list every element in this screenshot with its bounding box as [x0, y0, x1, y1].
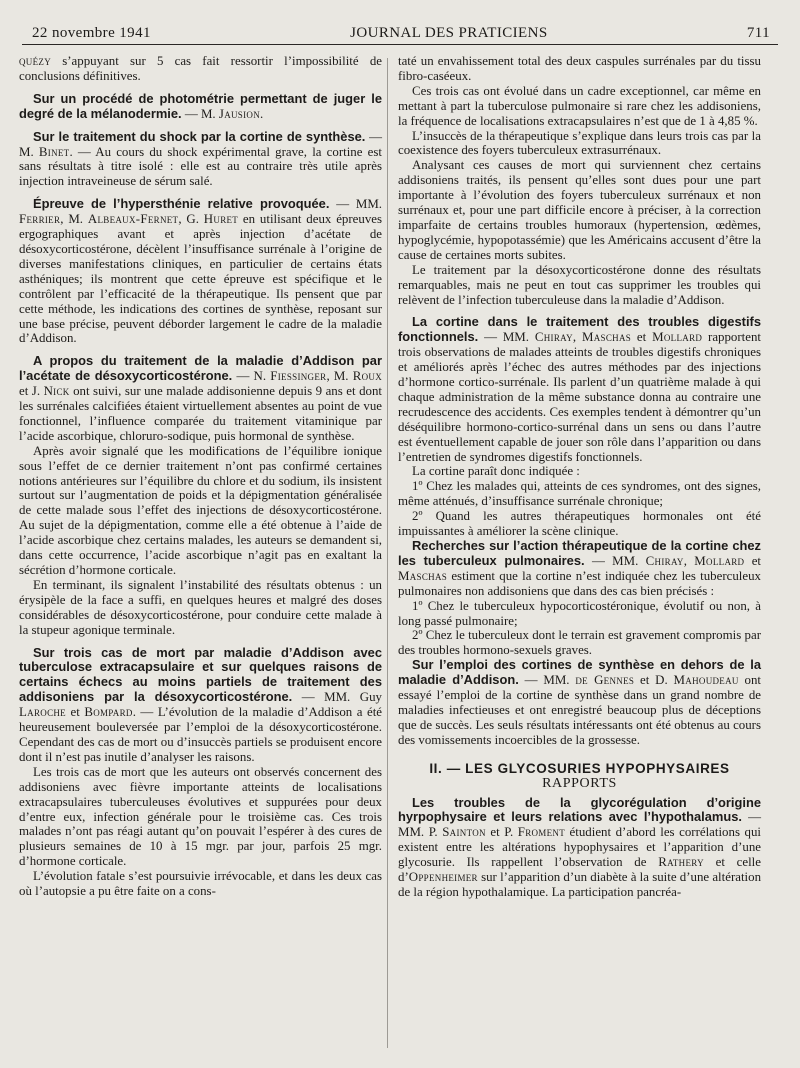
- author-name: Jausion.: [218, 106, 264, 121]
- abstract-entry: Recherches sur l’action thérapeutique de la cortine chez les tuberculeux pulmonaires. — MM. Chiray, Mollard et Maschas estiment que la cortine n’est indiquée chez les tuberculeux pulmonaires non addisoniens que dans des cas bien précisés :: [398, 538, 761, 598]
- abstract-title: La cortine dans le traitement des troubles digestifs fonctionnels.: [398, 314, 761, 345]
- abstract-entry: La cortine dans le traitement des troubles digestifs fonctionnels. — MM. Chiray, Maschas et Mollard rapportent trois observations de malades atteints de troubles digestifs chroniques et améliorés après l’échec des autres méthodes par des injections d’hormone cortico-surrénale. Ils parlent d’un quatrième malade à qui chaque administration de la même substance donna au contraire une recrudescence des accidents. Ces exemples tendent à démontrer qu’un déséquilibre hormono-cortico-surrénal dans un sens ou dans l’autre est éventuellement capable de jouer son rôle dans l’apparition ou dans l’entretien de syndromes digestifs fonctionnels.: [398, 314, 762, 464]
- abstract-title: Sur le traitement du shock par la cortine de synthèse.: [33, 128, 366, 144]
- abstract-entry: Épreuve de l’hypersthénie relative provoquée. — MM. Ferrier, M. Albeaux-Fernet, G. Huret en utilisant deux épreuves ergographiques avant et après injection d’acétate de désoxycorticostérone, décèlent l’insuffisance surrénale à l’origine de diverses manifestations cliniques, en particulier de certains états asthéniques; ils montrent que cette épreuve est spécifique et le contrôlent par l’efficacité de la thérapeutique. Ils pensent que par cette méthode, les indications des cortines de synthèse, reposant sur une base précise, peuvent déborder largement le cadre de la maladie d’Addison.: [19, 196, 383, 346]
- abstract-entry: Sur trois cas de mort par maladie d’Addison avec tuberculose extracapsulaire et sur quelques raisons de certains échecs au moins partiels de traitement des addisoniens par la désoxycorticostérone. — MM. Guy Laroche et Bompard. — L’évolution de la maladie d’Addison a été heureusement bouleversée par l’emploi de la désoxycorticostérone. Cependant des cas de mort ou d’insuccès partiels se produisent encore dont il n’est pas inutile d’analyser les raisons.: [19, 644, 383, 764]
- section-subheading: RAPPORTS: [542, 775, 617, 791]
- right-column: [398, 54, 761, 900]
- list-item: 1º Chez les malades qui, atteints de ces syndromes, ont des signes, même atténués, d’insuffisance surrénale chronique;: [398, 479, 761, 509]
- author-name: Sainton: [442, 825, 486, 840]
- left-column: [19, 54, 382, 899]
- author-name: Mahoudeau: [673, 673, 739, 688]
- paragraph: Ces trois cas ont évolué dans un cadre exceptionnel, car même en mettant à part la tuberculose pulmonaire si rare chez les addisoniens, la fréquence de localisations extracapsulaires n’est que de 1 à 4,85 %.: [398, 83, 761, 128]
- author-name: Mollard: [652, 330, 703, 345]
- section-heading: II. — LES GLYCOSURIES HYPOPHYSAIRES: [429, 760, 730, 776]
- author-name: Binet: [38, 144, 70, 159]
- author-name: quézy: [19, 54, 51, 68]
- author-name: de Gennes: [575, 673, 635, 688]
- abstract-title: Recherches sur l’action thérapeutique de la cortine chez les tuberculeux pulmonaires.: [398, 538, 761, 568]
- list-item: 1º Chez le tuberculeux hypocorticostéronique, évolutif ou non, à long passé pulmonaire;: [398, 598, 761, 628]
- running-header: [32, 14, 770, 42]
- header-date: 22 novembre 1941: [32, 25, 151, 41]
- author-name: Rathery: [658, 855, 704, 870]
- paragraph: Analysant ces causes de mort qui surviennent chez certains addisoniens traités, ils pensent qu’elles sont dues pour une part importante à l’évolution des foyers tuberculeux surrénaux et non surrénaux et, pour une part difficile encore à préciser, à la correction imparfaite de certains troubles humoraux (hypertension, œdèmes, hypoglycémie, hypopotassémie) que les Américains accusent d’être la cause de certaines morts subites.: [398, 158, 761, 262]
- author-name: Froment: [517, 825, 565, 840]
- abstract-entry: Sur un procédé de photométrie permettant de juger le degré de la mélanodermie. — M. Jausion.: [19, 90, 382, 121]
- author-name: Fiessinger: [270, 369, 327, 384]
- author-name: Oppenheimer: [408, 870, 478, 885]
- author-name: Maschas: [398, 568, 448, 583]
- column-divider: [387, 58, 388, 1048]
- author-name: Nick: [43, 384, 70, 399]
- abstract-entry: Sur l’emploi des cortines de synthèse en dehors de la maladie d’Addison. — MM. de Gennes et D. Mahoudeau ont essayé l’emploi de la cortine de synthèse dans un grand nombre de maladies infectieuses et ont enregistré beaucoup plus de déceptions que de succès. Les seuls résultats intéressants ont été obtenus au cours des vomissements incoercibles de la grossesse.: [398, 657, 761, 747]
- abstract-title: Sur un procédé de photométrie permettant de juger le degré de la mélanodermie.: [19, 90, 382, 121]
- author-name: Laroche: [19, 705, 66, 720]
- journal-title: JOURNAL DES PRATICIENS: [350, 25, 548, 41]
- author-name: Maschas: [582, 330, 632, 345]
- paragraph: L’évolution fatale s’est poursuivie irrévocable, et dans les deux cas où l’autopsie a pu être faite on a cons-: [19, 869, 382, 899]
- abstract-title: Les troubles de la glycorégulation d’origine hyrpophysaire et leurs relations avec l’hypothalamus.: [398, 794, 761, 825]
- list-item: 2º Chez le tuberculeux dont le terrain est gravement compromis par des troubles hormono-sexuels graves.: [398, 628, 761, 658]
- abstract-title: Sur l’emploi des cortines de synthèse en dehors de la maladie d’Addison.: [398, 657, 761, 688]
- paragraph: taté un envahissement total des deux caspules surrénales par du tissu fibro-caséeux.: [398, 54, 761, 83]
- author-name: Ferrier: [19, 212, 61, 227]
- author-name: Bompard: [84, 705, 133, 720]
- page-number: 711: [746, 25, 770, 41]
- paragraph: quézy s’appuyant sur 5 cas fait ressortir l’impossibilité de conclusions définitives.: [19, 54, 382, 83]
- paragraph: La cortine paraît donc indiquée :: [412, 464, 580, 479]
- author-name: Chiray: [534, 330, 573, 345]
- author-name: Albeaux-Fernet: [87, 212, 179, 227]
- paragraph: Les trois cas de mort que les auteurs ont observés concernent des addisoniens avec fièvre importante atteints de localisations extracapsulaires tuberculeuses évolutives et suppurées pour deux d’entre eux, infection générale pour le troisième cas. Ces trois malades n’ont pas réagi autant qu’on pouvait l’espérer à des cures de plusieurs semaines de 10 à 15 mgr. par jour, parfois 25 mgr. d’hormone corticale.: [19, 764, 382, 869]
- abstract-entry: A propos du traitement de la maladie d’Addison par l’acétate de désoxycorticostérone. — N. Fiessinger, M. Roux et J. Nick ont suivi, sur une malade addisonienne depuis 9 ans et dont les surrénales calcifiées étaient virtuellement absentes au point de vue fonctionnel, l’influence comparée du traitement vitaminique par l’acide ascorbique, chloruro-sodique, puis hormonal de synthèse.: [19, 353, 383, 443]
- list-item: 2º Quand les autres thérapeutiques hormonales ont été impuissantes à améliorer la scène clinique.: [398, 509, 761, 539]
- paragraph: Le traitement par la désoxycorticostérone donne des résultats remarquables, mais ne peut en tout cas supprimer les troubles qui relèvent de l’infection tuberculeuse dans la maladie d’Addison.: [398, 262, 761, 307]
- paragraph: En terminant, ils signalent l’instabilité des résultats obtenus : un érysipèle de la face a suffi, en quelques heures et malgré des doses considérables de désoxycorticostérone, pour conduire cette malade à la stupeur agonique terminale.: [19, 577, 382, 637]
- paragraph: L’insuccès de la thérapeutique s’explique dans leurs trois cas par la coexistence des foyers tuberculeux extrasurrénaux.: [398, 128, 761, 158]
- abstract-entry: Les troubles de la glycorégulation d’origine hyrpophysaire et leurs relations avec l’hypothalamus. — MM. P. Sainton et P. Froment étudient d’abord les corrélations qui existent entre les altérations hypophysaires et l’apparition d’une glycosurie. Ils rappellent l’observation de Rathery et celle d’Oppenheimer sur l’apparition d’un diabète à la suite d’une altération de la région hypothalamique. La participation pancréa-: [398, 794, 762, 899]
- author-name: Chiray: [645, 553, 684, 568]
- author-name: Huret: [203, 212, 239, 227]
- abstract-title: Sur trois cas de mort par maladie d’Addison avec tuberculose extracapsulaire et sur quelques raisons de certains échecs au moins partiels de traitement des addisoniens par la désoxycorticostérone.: [19, 644, 382, 705]
- header-rule: [22, 44, 778, 45]
- author-name: Mollard: [694, 553, 745, 568]
- paragraph: Après avoir signalé que les modifications de l’équilibre ionique sous l’effet de ce dernier traitement n’ont pas confirmé certaines notions antérieures sur l’équilibre du chlore et du sodium, ils insistent surtout sur l’augmentation de poids et la dépigmentation généralisée de cette malade sous l’effet des injections de désoxycorticostérone. Au sujet de la dépigmentation, comme elle a été obtenue à l’aide de l’acide ascorbique chez certains malades, les auteurs se demandent si, dans cette occurrence, l’acide ascorbique n’agit pas en exaltant la sécrétion d’hormone corticale.: [19, 443, 382, 577]
- abstract-title: Épreuve de l’hypersthénie relative provoquée.: [33, 196, 330, 212]
- abstract-entry: Sur le traitement du shock par la cortine de synthèse. — M. Binet. — Au cours du shock expérimental grave, la cortine est sans résultats à titre isolé : elle est au contraire très utile après injection intraveineuse de sérum salé.: [19, 128, 382, 189]
- abstract-title: A propos du traitement de la maladie d’Addison par l’acétate de désoxycorticostérone.: [19, 353, 382, 384]
- author-name: Roux: [352, 369, 383, 384]
